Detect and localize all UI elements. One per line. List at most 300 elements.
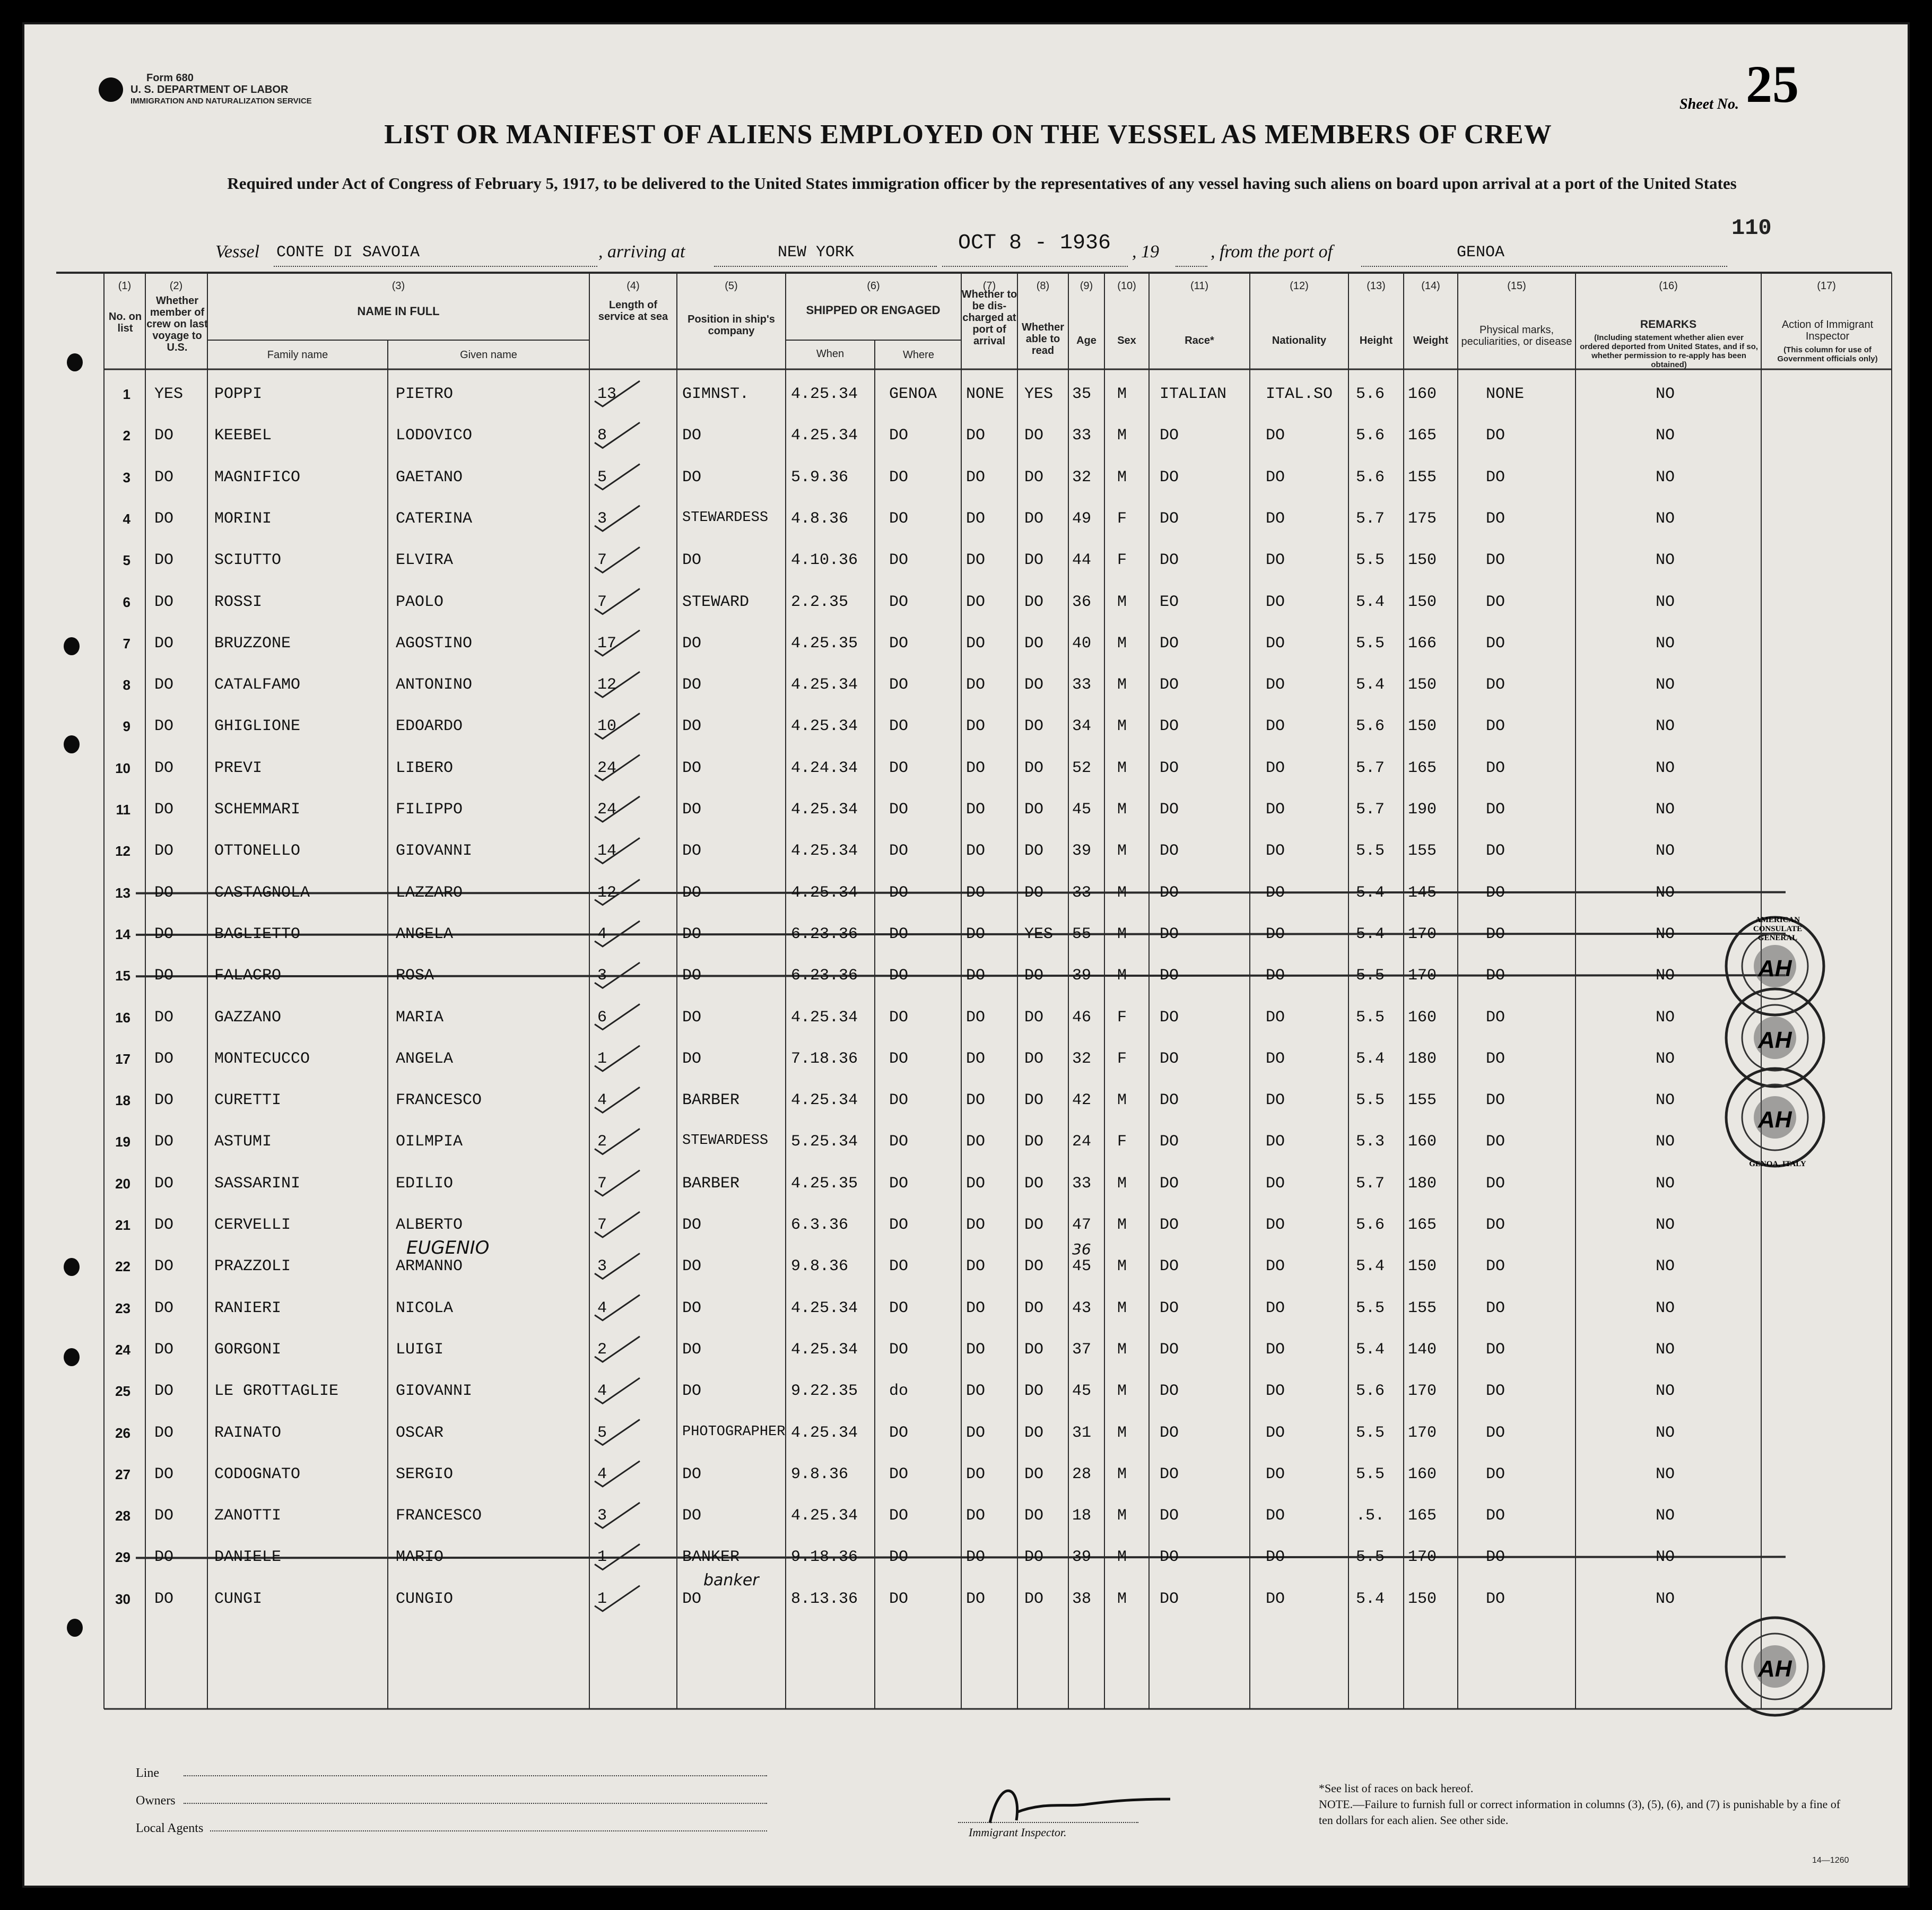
cell-weight: 165	[1408, 1216, 1437, 1234]
cell-where: DO	[889, 1133, 909, 1151]
cell-nationality: DO	[1266, 1216, 1285, 1234]
header-shipped: SHIPPED OR ENGAGED	[806, 303, 941, 317]
cell-position: DO	[682, 634, 702, 653]
cell-height: 5.4	[1356, 925, 1385, 943]
cell-where: DO	[889, 1423, 909, 1442]
cell-nationality: DO	[1266, 1507, 1285, 1525]
cell-member: DO	[154, 1590, 174, 1608]
cell-able-read: DO	[1024, 427, 1044, 445]
cell-member: DO	[154, 1174, 174, 1193]
cell-able-read: DO	[1024, 1382, 1044, 1401]
department: U. S. DEPARTMENT OF LABOR	[130, 84, 289, 96]
owners-field	[184, 1803, 767, 1804]
cell-member: DO	[154, 1423, 174, 1442]
cell-weight: 145	[1408, 883, 1437, 902]
cell-able-read: DO	[1024, 1257, 1044, 1276]
cell-position: DO	[682, 925, 702, 943]
cell-nationality: DO	[1266, 1174, 1285, 1193]
cell-age: 47	[1072, 1216, 1092, 1234]
cell-family-name: PREVI	[214, 759, 263, 777]
cell-given-name: ALBERTO	[396, 1216, 463, 1234]
cell-age: 36	[1072, 593, 1092, 611]
cell-sex: M	[1117, 925, 1127, 943]
cell-family-name: FALACRO	[214, 967, 282, 985]
cell-family-name: SASSARINI	[214, 1174, 301, 1193]
cell-physical: DO	[1486, 509, 1505, 528]
cell-when: 4.25.34	[791, 676, 858, 694]
column-number: (7)	[982, 280, 996, 292]
cell-family-name: GAZZANO	[214, 1008, 282, 1027]
cell-able-read: DO	[1024, 967, 1044, 985]
cell-height: 5.6	[1356, 717, 1385, 736]
cell-remarks: NO	[1656, 842, 1675, 861]
cell-race: DO	[1160, 967, 1179, 985]
cell-remarks: NO	[1656, 427, 1675, 445]
cell-age: 33	[1072, 676, 1092, 694]
cell-discharged: DO	[966, 468, 986, 487]
cell-when: 4.25.34	[791, 842, 858, 861]
row-number: 7	[123, 635, 130, 652]
cell-member: DO	[154, 967, 174, 985]
cell-race: DO	[1160, 427, 1179, 445]
cell-physical: DO	[1486, 1216, 1505, 1234]
given-name-correction: EUGENIO	[406, 1237, 490, 1259]
cell-height: .5.	[1356, 1507, 1385, 1525]
stamp-text: AMERICAN CONSULATE GENERAL	[1753, 916, 1803, 942]
sheet-label: Sheet No.	[1679, 96, 1739, 112]
cell-remarks: NO	[1656, 759, 1675, 777]
cell-length-service: 4	[597, 1465, 607, 1483]
cell-when: 9.8.36	[791, 1257, 849, 1276]
cell-weight: 160	[1408, 1133, 1437, 1151]
cell-nationality: DO	[1266, 883, 1285, 902]
inspector-field	[958, 1822, 1138, 1823]
cell-discharged: DO	[966, 1049, 986, 1068]
cell-weight: 155	[1408, 842, 1437, 861]
cell-length-service: 1	[597, 1548, 607, 1567]
stamp-number: 110	[1731, 215, 1772, 241]
cell-given-name: ANGELA	[396, 925, 454, 943]
cell-discharged: DO	[966, 1382, 986, 1401]
cell-family-name: CERVELLI	[214, 1216, 291, 1234]
cell-family-name: GORGONI	[214, 1340, 282, 1359]
cell-age: 34	[1072, 717, 1092, 736]
cell-able-read: DO	[1024, 676, 1044, 694]
cell-weight: 150	[1408, 1590, 1437, 1608]
cell-length-service: 4	[597, 1382, 607, 1401]
cell-remarks: NO	[1656, 1548, 1675, 1567]
cell-sex: M	[1117, 1382, 1127, 1401]
cell-length-service: 4	[597, 1091, 607, 1110]
cell-family-name: BRUZZONE	[214, 634, 291, 653]
cell-nationality: DO	[1266, 1423, 1285, 1442]
row-number: 25	[115, 1383, 130, 1400]
cell-age: 33	[1072, 427, 1092, 445]
cell-when: 4.25.34	[791, 717, 858, 736]
cell-physical: DO	[1486, 967, 1505, 985]
cell-discharged: DO	[966, 1091, 986, 1110]
cell-height: 5.5	[1356, 551, 1385, 570]
cell-nationality: DO	[1266, 509, 1285, 528]
row-number: 11	[116, 802, 130, 818]
cell-age: 18	[1072, 1507, 1092, 1525]
cell-height: 5.5	[1356, 1423, 1385, 1442]
cell-weight: 180	[1408, 1174, 1437, 1193]
cell-remarks: NO	[1656, 551, 1675, 570]
cell-race: DO	[1160, 1548, 1179, 1567]
cell-where: DO	[889, 1008, 909, 1027]
cell-age: 52	[1072, 759, 1092, 777]
cell-discharged: DO	[966, 925, 986, 943]
cell-weight: 155	[1408, 468, 1437, 487]
cell-family-name: SCHEMMARI	[214, 801, 301, 819]
row-number: 24	[115, 1341, 130, 1358]
header-where: Where	[903, 349, 934, 361]
cell-able-read: DO	[1024, 1340, 1044, 1359]
cell-age: 45	[1072, 1382, 1092, 1401]
cell-when: 9.8.36	[791, 1465, 849, 1483]
cell-remarks: NO	[1656, 385, 1675, 403]
column-number: (15)	[1507, 280, 1526, 292]
cell-age: 43	[1072, 1299, 1092, 1317]
cell-given-name: ELVIRA	[396, 551, 454, 570]
cell-position: PHOTOGRAPHER	[682, 1423, 786, 1440]
cell-age: 44	[1072, 551, 1092, 570]
cell-nationality: DO	[1266, 1590, 1285, 1608]
row-number: 20	[115, 1175, 130, 1192]
header-given-name: Given name	[460, 349, 517, 361]
cell-length-service: 2	[597, 1340, 607, 1359]
cell-race: DO	[1160, 1340, 1179, 1359]
cell-weight: 170	[1408, 1423, 1437, 1442]
cell-able-read: DO	[1024, 717, 1044, 736]
cell-where: DO	[889, 842, 909, 861]
cell-when: 8.13.36	[791, 1590, 858, 1608]
cell-physical: DO	[1486, 1423, 1505, 1442]
cell-sex: M	[1117, 468, 1127, 487]
cell-sex: M	[1117, 1507, 1127, 1525]
column-number: (12)	[1290, 280, 1309, 292]
cell-discharged: DO	[966, 1507, 986, 1525]
cell-when: 4.25.34	[791, 1299, 858, 1317]
cell-discharged: DO	[966, 1340, 986, 1359]
cell-given-name: CATERINA	[396, 509, 473, 528]
cell-position: DO	[682, 759, 702, 777]
vessel-name: CONTE DI SAVOIA	[276, 244, 420, 262]
cell-when: 6.3.36	[791, 1216, 849, 1234]
form-number: Form 680	[146, 72, 194, 84]
cell-discharged: DO	[966, 427, 986, 445]
cell-height: 5.6	[1356, 385, 1385, 403]
cell-where: DO	[889, 593, 909, 611]
cell-where: GENOA	[889, 385, 937, 403]
cell-race: DO	[1160, 676, 1179, 694]
cell-physical: DO	[1486, 759, 1505, 777]
from-label: , from the port of	[1211, 242, 1333, 262]
cell-race: DO	[1160, 1590, 1179, 1608]
row-number: 23	[115, 1300, 130, 1316]
cell-where: DO	[889, 801, 909, 819]
cell-family-name: CODOGNATO	[214, 1465, 301, 1483]
cell-given-name: PIETRO	[396, 385, 454, 403]
cell-discharged: DO	[966, 1423, 986, 1442]
cell-sex: M	[1117, 1340, 1127, 1359]
cell-length-service: 8	[597, 427, 607, 445]
cell-length-service: 3	[597, 1257, 607, 1276]
cell-race: DO	[1160, 925, 1179, 943]
cell-member: DO	[154, 1299, 174, 1317]
cell-height: 5.5	[1356, 1091, 1385, 1110]
cell-discharged: DO	[966, 717, 986, 736]
cell-able-read: DO	[1024, 1049, 1044, 1068]
column-number: (9)	[1080, 280, 1093, 292]
cell-nationality: DO	[1266, 1299, 1285, 1317]
annotation-layer	[24, 24, 1908, 1886]
cell-nationality: DO	[1266, 634, 1285, 653]
header-height: Height	[1359, 335, 1393, 346]
row-number: 3	[123, 469, 130, 485]
cell-remarks: NO	[1656, 1257, 1675, 1276]
cell-nationality: DO	[1266, 1548, 1285, 1567]
cell-remarks: NO	[1656, 925, 1675, 943]
cell-able-read: DO	[1024, 842, 1044, 861]
cell-nationality: DO	[1266, 1382, 1285, 1401]
cell-age: 40	[1072, 634, 1092, 653]
cell-physical: DO	[1486, 634, 1505, 653]
cell-weight: 150	[1408, 717, 1437, 736]
cell-discharged: DO	[966, 1465, 986, 1483]
cell-sex: M	[1117, 385, 1127, 403]
cell-age: 46	[1072, 1008, 1092, 1027]
cell-sex: M	[1117, 883, 1127, 902]
cell-given-name: FRANCESCO	[396, 1091, 482, 1110]
cell-height: 5.7	[1356, 759, 1385, 777]
row-number: 30	[115, 1591, 130, 1607]
cell-length-service: 5	[597, 1423, 607, 1442]
stamp-initials: AH	[1758, 1656, 1792, 1682]
cell-age: 39	[1072, 1548, 1092, 1567]
cell-where: DO	[889, 925, 909, 943]
cell-given-name: ANTONINO	[396, 676, 473, 694]
cell-position: DO	[682, 551, 702, 570]
age-correction: 36	[1072, 1240, 1091, 1258]
cell-where: DO	[889, 759, 909, 777]
cell-length-service: 24	[597, 801, 617, 819]
cell-height: 5.7	[1356, 509, 1385, 528]
cell-position: DO	[682, 1590, 702, 1608]
cell-sex: F	[1117, 509, 1127, 528]
cell-when: 9.22.35	[791, 1382, 858, 1401]
cell-age: 32	[1072, 1049, 1092, 1068]
cell-able-read: DO	[1024, 1133, 1044, 1151]
cell-length-service: 6	[597, 1008, 607, 1027]
cell-physical: DO	[1486, 1257, 1505, 1276]
row-number: 15	[115, 968, 130, 984]
row-number: 1	[123, 386, 130, 402]
cell-sex: M	[1117, 1091, 1127, 1110]
fine-note: NOTE.—Failure to furnish full or correct information in columns (3), (5), (6), and (7) is punishable by a fine of ten dollars for each alien. See other side.	[1319, 1798, 1841, 1827]
cell-given-name: MARIA	[396, 1008, 444, 1027]
cell-given-name: ANGELA	[396, 1049, 454, 1068]
cell-member: YES	[154, 385, 184, 403]
cell-race: DO	[1160, 842, 1179, 861]
header-action-note: (This column for use of Government officials only)	[1777, 345, 1878, 363]
cell-family-name: MORINI	[214, 509, 272, 528]
column-number: (11)	[1190, 280, 1209, 292]
races-note: *See list of races on back hereof.	[1319, 1782, 1474, 1795]
cell-physical: DO	[1486, 427, 1505, 445]
position-note: banker	[703, 1570, 759, 1590]
cell-position: DO	[682, 842, 702, 861]
cell-weight: 170	[1408, 925, 1437, 943]
cell-when: 4.25.34	[791, 801, 858, 819]
cell-sex: M	[1117, 1423, 1127, 1442]
cell-able-read: DO	[1024, 1299, 1044, 1317]
cell-remarks: NO	[1656, 1382, 1675, 1401]
cell-height: 5.4	[1356, 1340, 1385, 1359]
cell-able-read: DO	[1024, 759, 1044, 777]
stamp-initials: AH	[1758, 1027, 1792, 1053]
cell-position: DO	[682, 1507, 702, 1525]
cell-member: DO	[154, 468, 174, 487]
row-number: 14	[115, 926, 130, 942]
cell-remarks: NO	[1656, 1465, 1675, 1483]
header-position: Position in ship's company	[687, 314, 775, 337]
cell-height: 5.7	[1356, 1174, 1385, 1193]
cell-height: 5.4	[1356, 883, 1385, 902]
cell-discharged: DO	[966, 1257, 986, 1276]
cell-family-name: GHIGLIONE	[214, 717, 301, 736]
cell-given-name: LODOVICO	[396, 427, 473, 445]
cell-discharged: DO	[966, 1590, 986, 1608]
cell-able-read: DO	[1024, 1008, 1044, 1027]
cell-when: 4.25.34	[791, 1091, 858, 1110]
column-number: (17)	[1817, 280, 1836, 292]
cell-member: DO	[154, 1340, 174, 1359]
cell-physical: DO	[1486, 1133, 1505, 1151]
cell-height: 5.3	[1356, 1133, 1385, 1151]
row-number: 12	[115, 843, 130, 860]
cell-race: DO	[1160, 759, 1179, 777]
cell-race: DO	[1160, 1423, 1179, 1442]
cell-member: DO	[154, 634, 174, 653]
cell-nationality: DO	[1266, 1133, 1285, 1151]
agents-field	[210, 1830, 767, 1831]
row-number: 21	[115, 1217, 130, 1233]
year-label: , 19	[1132, 242, 1159, 262]
manifest-sheet	[22, 22, 1910, 1888]
cell-nationality: DO	[1266, 925, 1285, 943]
cell-sex: M	[1117, 1548, 1127, 1567]
cell-able-read: DO	[1024, 1091, 1044, 1110]
cell-member: DO	[154, 1216, 174, 1234]
cell-physical: DO	[1486, 1049, 1505, 1068]
cell-discharged: DO	[966, 1299, 986, 1317]
header-family-name: Family name	[267, 349, 328, 361]
cell-given-name: GIOVANNI	[396, 842, 473, 861]
cell-given-name: LAZZARO	[396, 883, 463, 902]
cell-physical: DO	[1486, 676, 1505, 694]
header-discharged: Whether to be dis-charged at port of arrival	[961, 289, 1017, 347]
cell-sex: F	[1117, 551, 1127, 570]
row-number: 17	[115, 1050, 130, 1067]
page-title: LIST OR MANIFEST OF ALIENS EMPLOYED ON THE VESSEL AS MEMBERS OF CREW	[384, 119, 1552, 150]
cell-physical: DO	[1486, 883, 1505, 902]
cell-nationality: DO	[1266, 1008, 1285, 1027]
cell-weight: 150	[1408, 1257, 1437, 1276]
row-number: 26	[115, 1425, 130, 1441]
cell-given-name: LUIGI	[396, 1340, 444, 1359]
cell-length-service: 7	[597, 551, 607, 570]
cell-discharged: DO	[966, 634, 986, 653]
cell-position: DO	[682, 1257, 702, 1276]
cell-weight: 165	[1408, 1507, 1437, 1525]
column-number: (6)	[867, 280, 880, 292]
cell-where: DO	[889, 551, 909, 570]
cell-sex: M	[1117, 1216, 1127, 1234]
cell-family-name: RAINATO	[214, 1423, 282, 1442]
header-remarks: REMARKS	[1640, 318, 1697, 331]
cell-weight: 190	[1408, 801, 1437, 819]
cell-physical: DO	[1486, 1008, 1505, 1027]
cell-sex: F	[1117, 1049, 1127, 1068]
cell-physical: NONE	[1486, 385, 1525, 403]
cell-family-name: RANIERI	[214, 1299, 282, 1317]
cell-height: 5.5	[1356, 842, 1385, 861]
cell-physical: DO	[1486, 1340, 1505, 1359]
cell-nationality: DO	[1266, 551, 1285, 570]
cell-remarks: NO	[1656, 1008, 1675, 1027]
header-race: Race*	[1185, 335, 1214, 346]
cell-nationality: DO	[1266, 1465, 1285, 1483]
cell-physical: DO	[1486, 1465, 1505, 1483]
cell-discharged: DO	[966, 593, 986, 611]
cell-able-read: DO	[1024, 634, 1044, 653]
cell-sex: M	[1117, 842, 1127, 861]
cell-remarks: NO	[1656, 676, 1675, 694]
cell-able-read: DO	[1024, 1590, 1044, 1608]
header-when: When	[816, 348, 845, 360]
cell-when: 4.8.36	[791, 509, 849, 528]
cell-length-service: 3	[597, 1507, 607, 1525]
cell-remarks: NO	[1656, 634, 1675, 653]
cell-weight: 170	[1408, 1548, 1437, 1567]
header-length-service: Length of service at sea	[598, 299, 668, 323]
cell-where: DO	[889, 468, 909, 487]
cell-remarks: NO	[1656, 1216, 1675, 1234]
header-sex: Sex	[1117, 335, 1136, 346]
page-subtitle: Required under Act of Congress of February 5, 1917, to be delivered to the United States immigration officer by the representatives of any vessel having such aliens on board upon arrival at a port of the United States	[227, 174, 1737, 193]
cell-race: ITALIAN	[1160, 385, 1227, 403]
cell-given-name: EDOARDO	[396, 717, 463, 736]
cell-nationality: DO	[1266, 717, 1285, 736]
cell-sex: F	[1117, 1133, 1127, 1151]
cell-race: DO	[1160, 883, 1179, 902]
column-number: (1)	[118, 280, 132, 292]
cell-when: 4.25.34	[791, 883, 858, 902]
cell-physical: DO	[1486, 1299, 1505, 1317]
cell-race: DO	[1160, 1174, 1179, 1193]
cell-sex: M	[1117, 634, 1127, 653]
cell-weight: 155	[1408, 1299, 1437, 1317]
cell-member: DO	[154, 593, 174, 611]
cell-physical: DO	[1486, 1174, 1505, 1193]
cell-length-service: 1	[597, 1590, 607, 1608]
cell-weight: 140	[1408, 1340, 1437, 1359]
cell-when: 4.25.34	[791, 385, 858, 403]
row-number: 18	[115, 1092, 130, 1109]
cell-able-read: DO	[1024, 468, 1044, 487]
